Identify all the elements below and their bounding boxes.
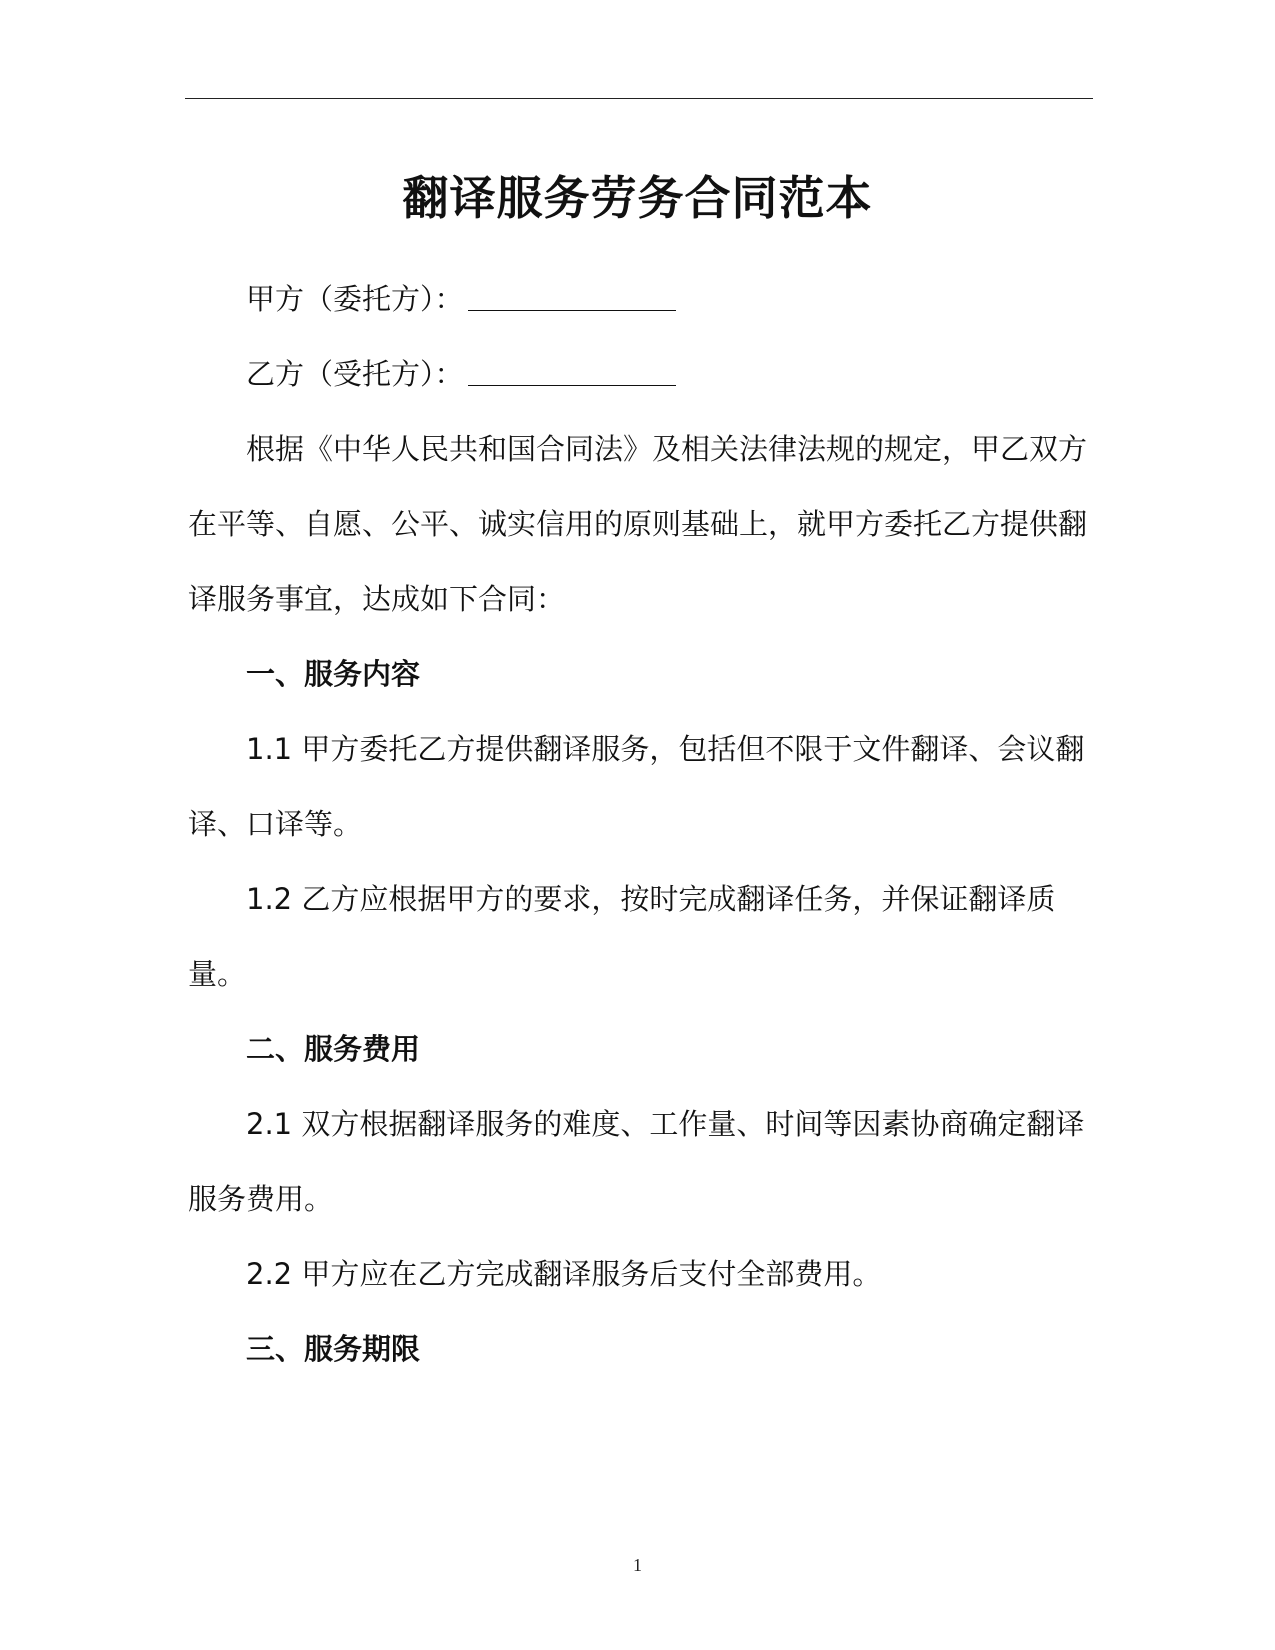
clause-1-2: 1.2 乙方应根据甲方的要求，按时完成翻译任务，并保证翻译质量。 [188,882,1056,991]
section-heading-service-content: 一、服务内容 [246,657,421,691]
party-a-line [188,262,1093,337]
document-title: 翻译服务劳务合同范本 [402,171,873,225]
clause-1-1: 1.1 甲方委托乙方提供翻译服务，包括但不限于文件翻译、会议翻译、口译等。 [188,732,1085,841]
section-heading-service-fee: 二、服务费用 [246,1032,421,1066]
clause-2-2: 2.2 甲方应在乙方完成翻译服务后支付全部费用。 [246,1257,882,1291]
section-heading-service-term: 三、服务期限 [246,1332,421,1366]
contract-body [188,262,1093,1387]
party-b-line [188,337,1093,412]
page-number: 1 [633,1555,642,1575]
clause-2-1: 2.1 双方根据翻译服务的难度、工作量、时间等因素协商确定翻译服务费用。 [188,1107,1085,1216]
party-b-label: 乙方（受托方）： [246,357,464,391]
party-a-blank [468,280,676,311]
header-rule [185,98,1093,99]
party-a-label: 甲方（委托方）： [246,282,464,316]
intro-paragraph: 根据《中华人民共和国合同法》及相关法律法规的规定，甲乙双方在平等、自愿、公平、诚实信用的原则基础上，就甲方委托乙方提供翻译服务事宜，达成如下合同： [188,432,1088,616]
party-b-blank [468,355,676,386]
